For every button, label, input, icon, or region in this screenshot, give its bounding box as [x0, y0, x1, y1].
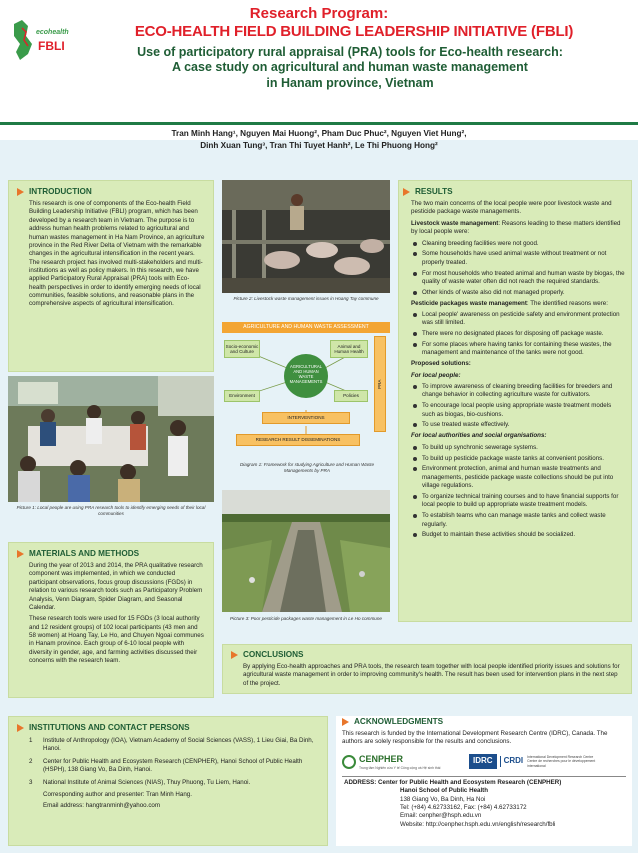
framework-diagram — [222, 322, 390, 460]
institutions-heading — [17, 722, 319, 733]
authors-line: Tran Minh Hang¹, Nguyen Mai Huong², Pham Duc Phuc², Nguyen Viet Hung², — [171, 129, 467, 138]
logo-fbli: FBLI — [38, 39, 65, 53]
institutions-panel — [8, 716, 328, 846]
address-block — [342, 776, 626, 829]
diagram-center: AGRICULTURAL AND HUMAN WASTE MANAGEMENTS — [289, 364, 323, 385]
address-line: ADDRESS: Center for Public Health and Ecosystem Research (CENPHER) — [344, 778, 562, 786]
materials-panel — [8, 542, 214, 698]
list-item: To organize technical training courses and to have financial supports for local people to build up appropriate waste treatment models. — [411, 493, 625, 510]
pesticide-list — [411, 311, 625, 358]
institution-item — [29, 758, 319, 775]
crdi-logo: CRDI — [500, 756, 524, 767]
institution-text: Center for Public Health and Ecosystem Research (CENPHER), Hanoi School of Public Health (HSPH), 138 Giang Vo, Ba Dinh, Hanoi. — [43, 757, 303, 774]
picture-2-caption: Picture 2: Livestock waste management issues in Hoang Tay commune — [233, 296, 379, 301]
list-item: Other kinds of waste also did not managed properly. — [411, 289, 625, 297]
diagram-animal: Animal and Human Health — [330, 340, 368, 358]
list-item: To build up synchronic sewerage systems. — [411, 444, 625, 452]
picture-3 — [222, 490, 390, 612]
livestock-text: : Reasons leading to these matters identified by local people were: — [411, 219, 621, 236]
list-item: To use treated waste effectively. — [411, 421, 625, 429]
institution-text: National Institute of Animal Sciences (NIAS), Thuy Phuong, Tu Liem, Hanoi. — [43, 778, 251, 786]
list-item: There were no designated places for disposing off package waste. — [411, 330, 625, 338]
address-line: Email: cenpher@hsph.edu.vn — [400, 812, 482, 820]
introduction-text: This research is one of components of the Eco-health Field Building Leadership Initiative (FBLI) program, which has been developed by a research team in Vietnam. The purpose is to address human health problems related to agricultural and human wastes management in Ha Nam Province, an agriculture province in the Red River Delta of Vietnam with the remarkable changes in the agricultural intensification in the recent years. The research project has involved multi-stakeholders and multi-institutions as well as policy makers. In this research, we have applied Participatory Rural Appraisal (PRA) tools with Eco-health perspectives in order to identify emerging needs of local communities, feasible solutions, and reasonable plans in the comprehensive aspects of agricultural intensification. — [29, 200, 205, 308]
arrow-icon — [342, 718, 349, 726]
materials-text: These research tools were used for 15 FGDs (3 local authority and 12 resident groups) of 102 local participants (43 men and 58 women) at Hoang Tay, Le Ho, and Chuyen Ngoai communes in Hanam province. Each group of 6-10 local people with diversity in gender, age, and farming activities discussed their concerns with the research team. — [29, 615, 204, 665]
institution-text: Institute of Anthropology (IOA), Vietnam Academy of Social Sciences (VASS), 1 Lieu Giai, Ba Dinh, Hanoi. — [43, 737, 314, 753]
livestock-label: Livestock waste management — [411, 219, 499, 227]
acknowledgments-heading — [342, 716, 626, 727]
diagram-caption: Diagram 1: Framework for studying Agriculture and Human Waste Managements by PRA — [239, 462, 375, 473]
livestock-list — [411, 240, 625, 298]
list-item: Local people' awareness on pesticide safety and environment protection was still limited. — [411, 311, 625, 328]
institution-item — [29, 737, 319, 754]
address-line: 138 Giang Vo, Ba Dinh, Ha Noi — [400, 795, 486, 803]
pesticide-intro — [411, 300, 625, 308]
logo-ecohealth: ecohealth — [36, 29, 69, 36]
idrc-logo: IDRC — [469, 754, 497, 769]
authorities-label: For local authorities and social organisations: — [411, 432, 547, 440]
address-line: Tel: (+84) 4.62733162, Fax: (+84) 4.62733172 — [400, 803, 527, 811]
people-list — [411, 383, 625, 430]
diagram-pra: PRA — [374, 336, 386, 432]
cenpher-emblem-icon — [342, 755, 356, 769]
diagram-policies: Policies — [334, 390, 368, 402]
cenpher-logo — [359, 753, 459, 770]
results-text: The two main concerns of the local people were poor livestock waste and pesticide package waste managements. — [411, 200, 612, 216]
list-item: Cleaning breeding facilities were not good. — [411, 240, 625, 248]
list-item: For most households who treated animal and human waste by biogas, the quality of waste water often did not reach the required standards. — [411, 270, 625, 287]
authorities-list — [411, 444, 625, 540]
acknowledgments-text: This research is funded by the International Development Research Centre (IDRC), Canada. The authors are solely responsible for the results and conclusions. — [342, 730, 608, 746]
cenpher-logo-text: CENPHER — [359, 754, 404, 765]
contact-email: Email address: hangtranminh@yahoo.com — [43, 802, 161, 810]
institution-number: 1 — [29, 737, 33, 745]
list-item: To improve awareness of cleaning breeding facilities for breeders and change behavior in collecting agriculture waste for cultivators. — [411, 383, 625, 400]
institutions-heading-text: INSTITUTIONS AND CONTACT PERSONS — [29, 723, 190, 732]
cenpher-logo-sub: Trung tâm Nghiên cứu Y tế Công cộng và Hệ sinh thái — [359, 765, 441, 770]
idrc-sub-line: International Development Research Centre — [527, 754, 594, 759]
institution-item — [29, 779, 319, 787]
people-label: For local people: — [411, 371, 461, 379]
arrow-icon — [17, 724, 24, 732]
list-item: Some households have used animal waste without treatment or not properly treated. — [411, 250, 625, 267]
results-heading — [403, 186, 625, 197]
subtitle-line: in Hanam province, Vietnam — [266, 75, 434, 90]
conclusions-panel — [222, 644, 632, 694]
arrow-icon — [403, 188, 410, 196]
picture-3-caption: Picture 3: Poor pesticide packages waste management in Le Ho commune — [230, 616, 382, 621]
introduction-heading — [17, 186, 205, 197]
picture-2 — [222, 180, 390, 293]
livestock-intro — [411, 220, 625, 237]
picture-1-caption: Picture 1: Local people are using PRA research tools to identify emerging needs of their local communities — [16, 505, 206, 516]
pesticide-label: Pesticide packages waste management — [411, 299, 527, 307]
subtitle-line: A case study on agricultural and human waste management — [172, 60, 528, 75]
authors-line: Dinh Xuan Tung³, Tran Thi Tuyet Hanh², Le Thi Phuong Hong² — [200, 140, 438, 150]
list-item: To encourage local people using appropriate waste treatment models such as biogas, bio-cushions. — [411, 402, 625, 419]
acknowledgments-heading-text: ACKNOWLEDGMENTS — [354, 717, 444, 726]
materials-text: During the year of 2013 and 2014, the PRA qualitative research component was implemented, in which we conducted participant observations, focus group discussions (FGDs) in relation to various research tools such as Participatory Problem Analysis, Venn Diagram, Spider Diagram, and Seasonal Calendar. — [29, 562, 203, 611]
corresponding-author: Corresponding author and presenter: Tran Minh Hang. — [43, 790, 192, 798]
conclusions-heading-text: CONCLUSIONS — [243, 650, 304, 659]
pesticide-text: : The identified reasons were: — [526, 299, 608, 307]
title-program: Research Program: — [249, 5, 389, 22]
list-item: To build up pesticide package waste tanks at convenient positions. — [411, 455, 625, 463]
institution-number: 2 — [29, 757, 33, 765]
diagram-environment: Environment — [224, 390, 260, 402]
list-item: To establish teams who can manage waste tanks and collect waste regularly. — [411, 512, 625, 529]
acknowledgments-panel — [336, 716, 632, 846]
arrow-icon — [17, 188, 24, 196]
title-fbli: ECO-HEALTH FIELD BUILDING LEADERSHIP INITIATIVE (FBLI) — [134, 23, 574, 40]
list-item: Environment protection, animal and human waste treatments and managements, pesticide package waste collections should be put into village regulations. — [411, 465, 625, 490]
picture-1 — [8, 376, 214, 502]
results-heading-text: RESULTS — [415, 187, 453, 196]
materials-heading-text: MATERIALS AND METHODS — [29, 549, 140, 558]
header-divider — [0, 122, 638, 125]
conclusions-text: By applying Eco-health approaches and PRA tools, the research team together with local people identified priority issues and solutions for agricultural waste management in order to improving community's health. The result has been used for intervention plans in the next step of the project. — [243, 663, 620, 687]
introduction-panel — [8, 180, 214, 372]
address-line: Hanoi School of Public Health — [400, 787, 489, 795]
sponsor-logos — [342, 750, 626, 774]
subtitle-line: Use of participatory rural appraisal (PRA) tools for Eco-health research: — [137, 45, 563, 59]
list-item: For some places where having tanks for containing these wastes, the management and maintenance of the tanks were not good. — [411, 341, 625, 358]
subtitle — [60, 45, 638, 91]
diagram-interventions: INTERVENTIONS — [262, 412, 350, 424]
address-line: Website: http://cenpher.hsph.edu.vn/english/research/fbli — [400, 820, 556, 828]
authors — [0, 128, 638, 152]
institution-number: 3 — [29, 778, 33, 786]
idrc-sub-line: Centre de recherches pour le développement international — [527, 759, 596, 769]
conclusions-heading — [231, 649, 623, 660]
diagram-socio: Socio-economic and Culture — [224, 340, 260, 358]
diagram-title: AGRICULTURE AND HUMAN WASTE ASSESSMENT — [222, 322, 390, 333]
materials-heading — [17, 548, 205, 559]
arrow-icon — [231, 651, 238, 659]
arrow-icon — [17, 550, 24, 558]
introduction-heading-text: INTRODUCTION — [29, 187, 92, 196]
proposed-label: Proposed solutions: — [411, 360, 471, 368]
diagram-dissemination: RESEARCH RESULT DISSEMINATIONS — [236, 434, 360, 446]
list-item: Budget to maintain these activities should be socialized. — [411, 531, 625, 539]
results-panel — [398, 180, 632, 622]
idrc-logo-sub — [527, 755, 607, 769]
